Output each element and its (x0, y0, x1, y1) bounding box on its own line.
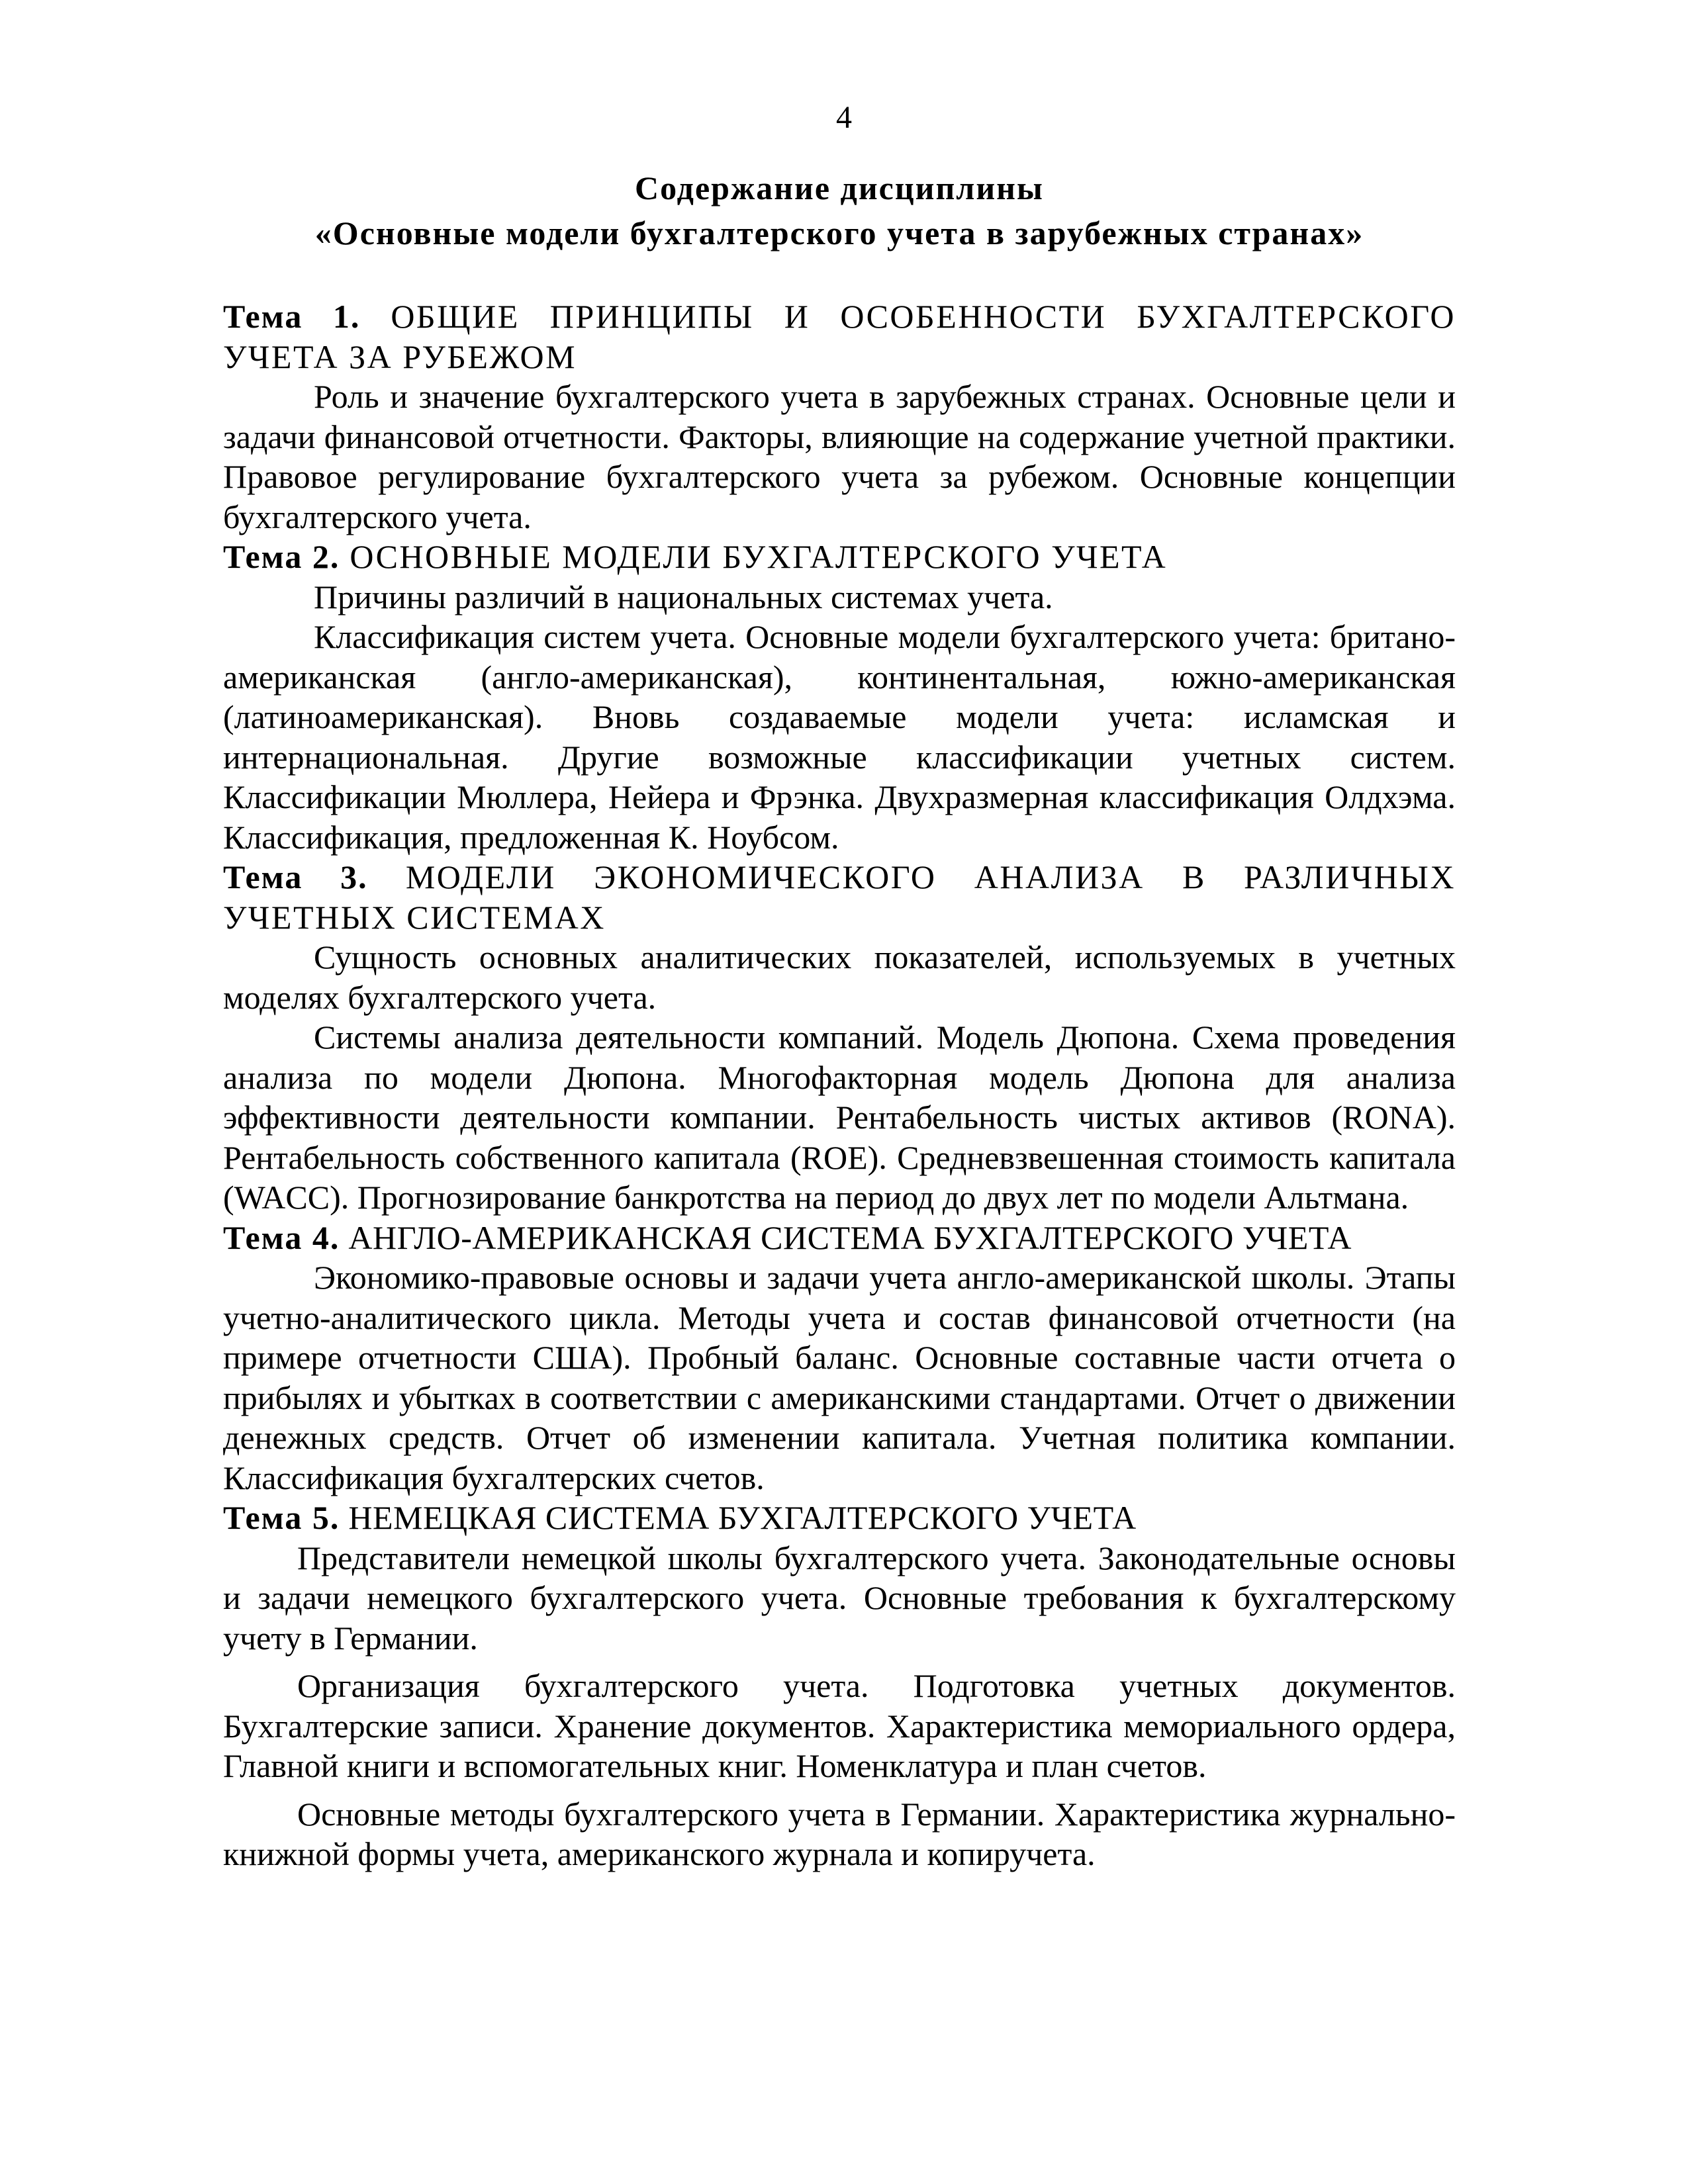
document-title (223, 165, 1456, 255)
topic-title: ОСНОВНЫЕ МОДЕЛИ БУХГАЛТЕРСКОГО УЧЕТА (350, 538, 1168, 575)
topic-title: ОБЩИЕ ПРИНЦИПЫ И ОСОБЕННОСТИ БУХГАЛТЕРСКОГО УЧЕТА ЗА РУБЕЖОМ (223, 298, 1456, 375)
topic-2 (223, 537, 1456, 857)
topic-label: Тема 5. (223, 1499, 340, 1536)
topic-title: МОДЕЛИ ЭКОНОМИЧЕСКОГО АНАЛИЗА В РАЗЛИЧНЫХ УЧЕТНЫХ СИСТЕМАХ (223, 858, 1456, 936)
topic-label: Тема 4. (223, 1218, 340, 1256)
topic-5 (223, 1498, 1456, 1874)
topic-heading (223, 1218, 1456, 1258)
topic-title: НЕМЕЦКАЯ СИСТЕМА БУХГАЛТЕРСКОГО УЧЕТА (348, 1499, 1137, 1536)
topic-3 (223, 857, 1456, 1218)
topic-heading (223, 1498, 1456, 1538)
topic-heading (223, 537, 1456, 577)
paragraph: Организация бухгалтерского учета. Подготовка учетных документов. Бухгалтерские записи. Хранение документов. Характеристика мемориального ордера, Главной книги и вспомогательных книг. Номенклатура и план счетов. (223, 1667, 1456, 1784)
paragraph: Экономико-правовые основы и задачи учета англо-американской школы. Этапы учетно-аналитического цикла. Методы учета и состав финансовой отчетности (на примере отчетности США). Пробный баланс. Основные составные части отчета о прибылях и убытках в соответствии с американскими стандартами. Отчет о движении денежных средств. Отчет об изменении капитала. Учетная политика компании. Классификация бухгалтерских счетов. (223, 1259, 1456, 1496)
topic-4 (223, 1218, 1456, 1498)
paragraph: Роль и значение бухгалтерского учета в зарубежных странах. Основные цели и задачи финансовой отчетности. Факторы, влияющие на содержание учетной практики. Правовое регулирование бухгалтерского учета за рубежом. Основные концепции бухгалтерского учета. (223, 378, 1456, 535)
paragraph: Системы анализа деятельности компаний. Модель Дюпона. Схема проведения анализа по модели Дюпона. Многофакторная модель Дюпона для анализа эффективности деятельности компании. Рентабельность чистых активов (RONA). Рентабельность собственного капитала (ROE). Средневзвешенная стоимость капитала (WACC). Прогнозирование банкротства на период до двух лет по модели Альтмана. (223, 1019, 1456, 1216)
topic-heading (223, 857, 1456, 937)
paragraph: Основные методы бухгалтерского учета в Германии. Характеристика журнально-книжной формы учета, американского журнала и копиручета. (223, 1795, 1456, 1872)
topic-label: Тема 2. (223, 538, 340, 575)
paragraph: Классификация систем учета. Основные модели бухгалтерского учета: британо-американская (англо-американская), континентальная, южно-американская (латиноамериканская). Вновь создаваемые модели учета: исламская и интернациональная. Другие возможные классификации учетных систем. Классификации Мюллера, Нейера и Фрэнка. Двухразмерная классификация Олдхэма. Классификация, предложенная К. Ноубсом. (223, 618, 1456, 856)
paragraph: Причины различий в национальных системах учета. (314, 578, 1053, 615)
topic-title: АНГЛО-АМЕРИКАНСКАЯ СИСТЕМА БУХГАЛТЕРСКОГО УЧЕТА (348, 1218, 1352, 1256)
topic-heading (223, 296, 1456, 377)
document-body (223, 296, 1456, 1874)
topic-label: Тема 3. (223, 858, 368, 895)
page-number: 4 (836, 100, 852, 135)
paragraph: Представители немецкой школы бухгалтерского учета. Законодательные основы и задачи немецкого бухгалтерского учета. Основные требования к бухгалтерскому учету в Германии. (223, 1539, 1456, 1657)
topic-label: Тема 1. (223, 298, 361, 335)
paragraph: Сущность основных аналитических показателей, используемых в учетных моделях бухгалтерского учета. (223, 938, 1456, 1016)
topic-1 (223, 296, 1456, 537)
title-line-2: «Основные модели бухгалтерского учета в зарубежных странах» (314, 214, 1364, 251)
title-line-1: Содержание дисциплины (635, 169, 1044, 206)
